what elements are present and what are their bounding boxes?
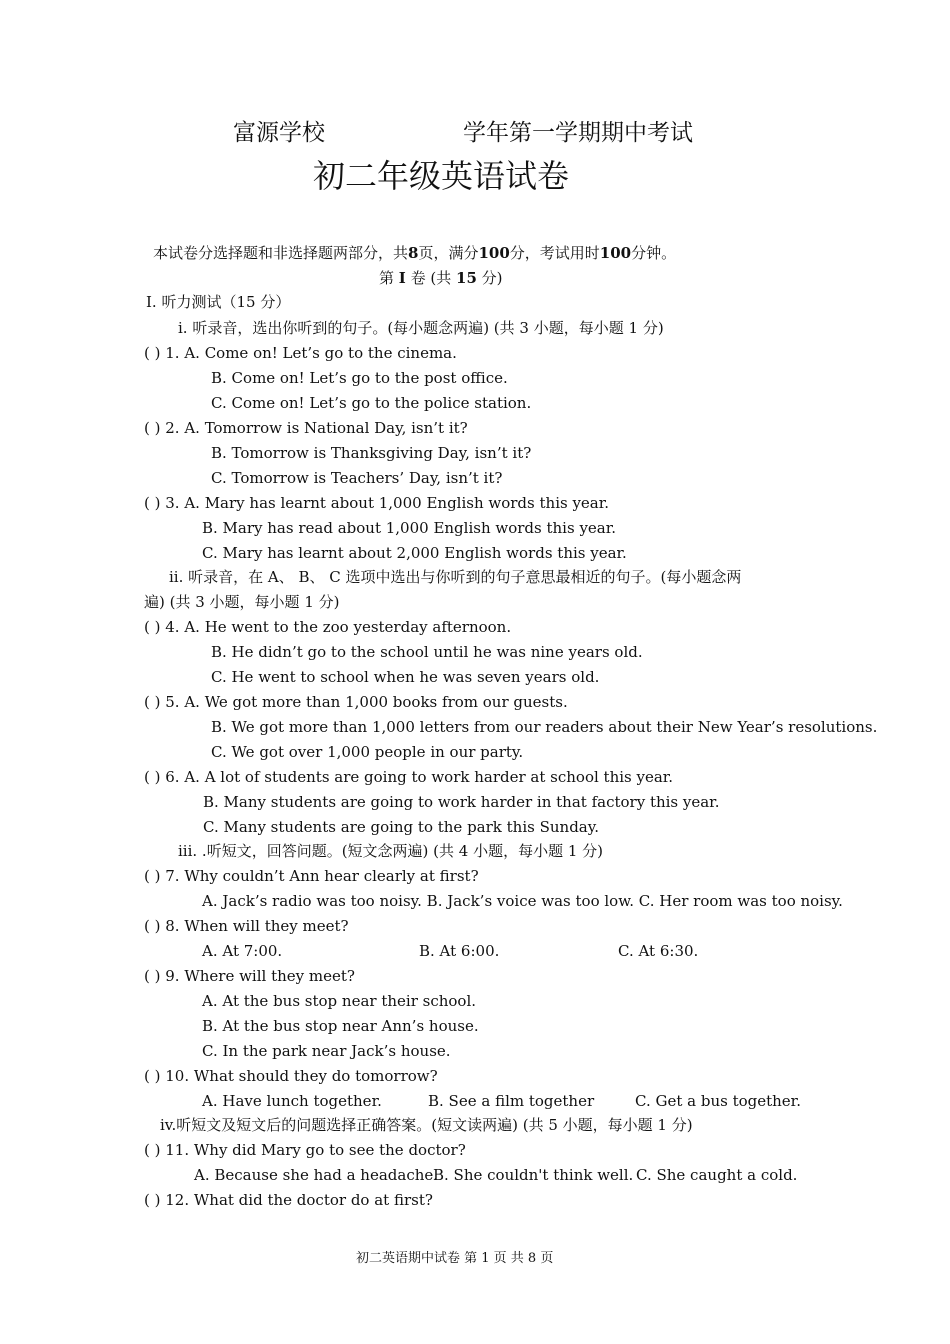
- question-11: ( ) 11. Why did Mary go to see the doctor?: [144, 1141, 466, 1159]
- part-i-instruction: i. 听录音，选出你听到的句子。(每小题念两遍) (共 3 小题，每小题 1 分): [178, 319, 664, 337]
- question-7: ( ) 7. Why couldn’t Ann hear clearly at first?: [144, 867, 479, 885]
- question-4-option-b: B. He didn’t go to the school until he was nine years old.: [211, 643, 643, 661]
- question-10-option-a: A. Have lunch together.: [202, 1092, 382, 1110]
- question-8: ( ) 8. When will they meet?: [144, 917, 349, 935]
- question-5: ( ) 5. A. We got more than 1,000 books from our guests.: [144, 693, 568, 711]
- question-2-option-c: C. Tomorrow is Teachers’ Day, isn’t it?: [211, 469, 503, 487]
- section-heading: Ⅰ. 听力测试（15 分）: [146, 293, 291, 311]
- question-8-option-c: C. At 6:30.: [618, 942, 699, 960]
- question-1-option-b: B. Come on! Let’s go to the post office.: [211, 369, 508, 387]
- question-9: ( ) 9. Where will they meet?: [144, 967, 355, 985]
- question-10-option-c: C. Get a bus together.: [635, 1092, 801, 1110]
- part-ii-instruction-cont: 遍) (共 3 小题，每小题 1 分): [144, 593, 340, 611]
- question-7-options: A. Jack’s radio was too noisy. B. Jack’s voice was too low. C. Her room was too noisy.: [202, 892, 843, 910]
- question-1-option-c: C. Come on! Let’s go to the police station.: [211, 394, 532, 412]
- question-5-option-c: C. We got over 1,000 people in our party.: [211, 743, 524, 761]
- question-9-option-a: A. At the bus stop near their school.: [202, 992, 477, 1010]
- question-11-option-c: C. She caught a cold.: [636, 1166, 798, 1184]
- question-11-option-b: B. She couldn't think well.: [433, 1166, 634, 1184]
- question-2: ( ) 2. A. Tomorrow is National Day, isn’t it?: [144, 419, 468, 437]
- question-6-option-c: C. Many students are going to the park this Sunday.: [203, 818, 599, 836]
- question-8-option-a: A. At 7:00.: [202, 942, 283, 960]
- question-5-option-b: B. We got more than 1,000 letters from our readers about their New Year’s resolutions.: [211, 718, 878, 736]
- question-10: ( ) 10. What should they do tomorrow?: [144, 1067, 438, 1085]
- page-footer: 初二英语期中试卷 第 1 页 共 8 页: [356, 1251, 554, 1266]
- question-9-option-b: B. At the bus stop near Ann’s house.: [202, 1017, 479, 1035]
- question-11-option-a: A. Because she had a headache.: [194, 1166, 439, 1184]
- part-ii-instruction: ii. 听录音，在 A、 B、 C 选项中选出与你听到的句子意思最相近的句子。(每小题念两: [169, 568, 742, 586]
- question-4-option-c: C. He went to school when he was seven years old.: [211, 668, 600, 686]
- question-12: ( ) 12. What did the doctor do at first?: [144, 1191, 433, 1209]
- question-2-option-b: B. Tomorrow is Thanksgiving Day, isn’t it?: [211, 444, 532, 462]
- question-3-option-c: C. Mary has learnt about 2,000 English words this year.: [202, 544, 627, 562]
- exam-term: 学年第一学期期中考试: [463, 120, 693, 146]
- question-9-option-c: C. In the park near Jack’s house.: [202, 1042, 451, 1060]
- question-6-option-b: B. Many students are going to work harder in that factory this year.: [203, 793, 720, 811]
- part-iii-instruction: iii. .听短文，回答问题。(短文念两遍) (共 4 小题，每小题 1 分): [178, 842, 604, 860]
- question-6: ( ) 6. A. A lot of students are going to work harder at school this year.: [144, 768, 674, 786]
- question-1: ( ) 1. A. Come on! Let’s go to the cinema.: [144, 344, 457, 362]
- intro-text: 本试卷分选择题和非选择题两部分，共8页，满分100分，考试用时100分钟。: [153, 244, 677, 262]
- question-4: ( ) 4. A. He went to the zoo yesterday afternoon.: [144, 618, 512, 636]
- question-3-option-b: B. Mary has read about 1,000 English words this year.: [202, 519, 617, 537]
- school-name: 富源学校: [233, 120, 325, 146]
- question-10-option-b: B. See a film together: [428, 1092, 595, 1110]
- question-8-option-b: B. At 6:00.: [419, 942, 500, 960]
- volume-heading: 第 I 卷 (共 15 分): [379, 269, 503, 287]
- question-3: ( ) 3. A. Mary has learnt about 1,000 English words this year.: [144, 494, 610, 512]
- part-iv-instruction: iv.听短文及短文后的问题选择正确答案。(短文读两遍) (共 5 小题，每小题 1 分): [160, 1116, 693, 1134]
- page-title: 初二年级英语试卷: [313, 157, 570, 195]
